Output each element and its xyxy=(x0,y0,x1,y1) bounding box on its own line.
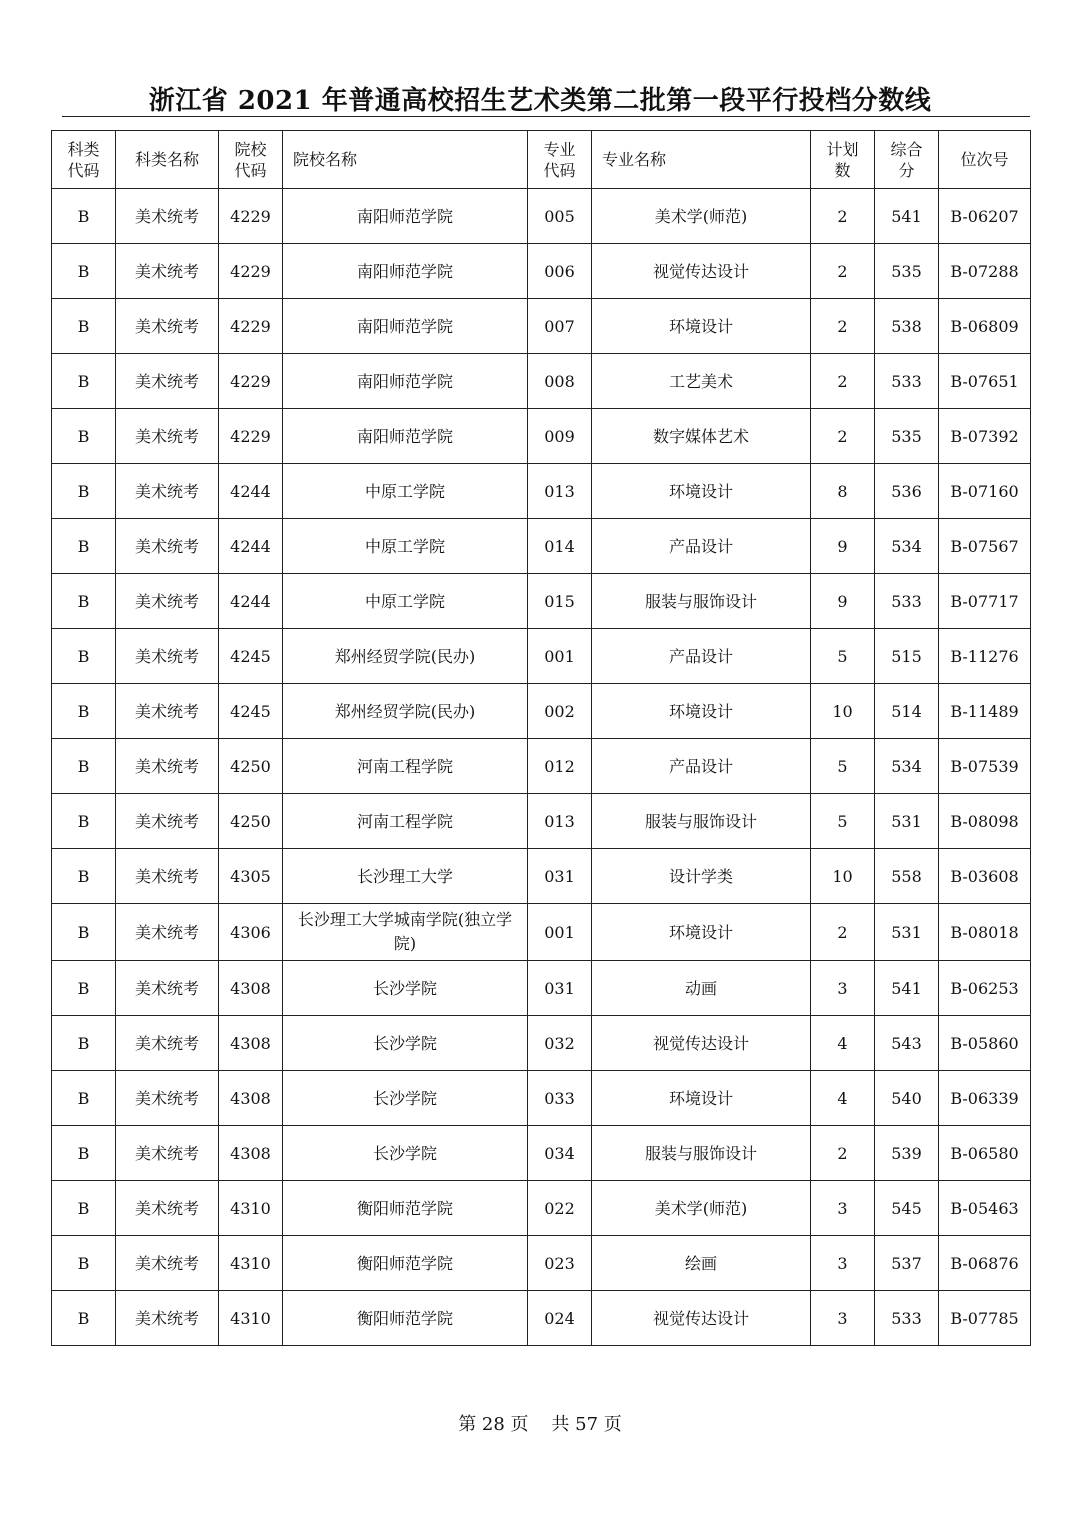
cell-school-name: 河南工程学院 xyxy=(283,739,528,794)
cell-score: 531 xyxy=(875,904,939,961)
cell-major-code: 006 xyxy=(528,244,592,299)
cell-kelei-name: 美术统考 xyxy=(116,354,219,409)
cell-plan: 5 xyxy=(811,794,875,849)
cell-major-code: 012 xyxy=(528,739,592,794)
cell-plan: 3 xyxy=(811,1236,875,1291)
cell-rank: B-06339 xyxy=(939,1071,1031,1126)
cell-plan: 5 xyxy=(811,739,875,794)
cell-major-name: 工艺美术 xyxy=(592,354,811,409)
cell-school-code: 4244 xyxy=(219,574,283,629)
cell-kelei-name: 美术统考 xyxy=(116,961,219,1016)
cell-score: 537 xyxy=(875,1236,939,1291)
cell-school-code: 4229 xyxy=(219,244,283,299)
header-rank: 位次号 xyxy=(939,131,1031,189)
cell-plan: 9 xyxy=(811,574,875,629)
header-major-code: 专业 代码 xyxy=(528,131,592,189)
cell-major-code: 032 xyxy=(528,1016,592,1071)
cell-rank: B-06580 xyxy=(939,1126,1031,1181)
cell-score: 534 xyxy=(875,739,939,794)
cell-school-code: 4229 xyxy=(219,299,283,354)
cell-major-code: 031 xyxy=(528,961,592,1016)
cell-major-code: 014 xyxy=(528,519,592,574)
cell-score: 545 xyxy=(875,1181,939,1236)
cell-rank: B-07567 xyxy=(939,519,1031,574)
cell-kelei-name: 美术统考 xyxy=(116,1291,219,1346)
cell-school-name: 南阳师范学院 xyxy=(283,189,528,244)
cell-kelei-name: 美术统考 xyxy=(116,849,219,904)
cell-score: 538 xyxy=(875,299,939,354)
cell-major-name: 数字媒体艺术 xyxy=(592,409,811,464)
cell-major-code: 031 xyxy=(528,849,592,904)
cell-school-code: 4310 xyxy=(219,1236,283,1291)
table-body xyxy=(52,189,1031,1346)
cell-rank: B-07651 xyxy=(939,354,1031,409)
cell-kelei-code: B xyxy=(52,1236,116,1291)
cell-school-name: 长沙学院 xyxy=(283,961,528,1016)
cell-major-code: 009 xyxy=(528,409,592,464)
cell-school-name: 郑州经贸学院(民办) xyxy=(283,629,528,684)
cell-kelei-code: B xyxy=(52,1181,116,1236)
cell-school-name: 衡阳师范学院 xyxy=(283,1236,528,1291)
cell-plan: 4 xyxy=(811,1071,875,1126)
cell-school-code: 4229 xyxy=(219,354,283,409)
cell-major-code: 022 xyxy=(528,1181,592,1236)
cell-kelei-code: B xyxy=(52,1016,116,1071)
cell-school-code: 4250 xyxy=(219,739,283,794)
table-header-row xyxy=(52,131,1031,189)
cell-major-name: 服装与服饰设计 xyxy=(592,1126,811,1181)
cell-school-code: 4305 xyxy=(219,849,283,904)
table-row xyxy=(52,299,1031,354)
cell-score: 533 xyxy=(875,354,939,409)
cell-major-name: 产品设计 xyxy=(592,629,811,684)
cell-school-code: 4308 xyxy=(219,1016,283,1071)
cell-school-code: 4244 xyxy=(219,464,283,519)
cell-major-name: 服装与服饰设计 xyxy=(592,794,811,849)
cell-major-name: 绘画 xyxy=(592,1236,811,1291)
cell-kelei-code: B xyxy=(52,244,116,299)
cell-kelei-name: 美术统考 xyxy=(116,739,219,794)
cell-kelei-code: B xyxy=(52,629,116,684)
cell-kelei-code: B xyxy=(52,574,116,629)
cell-kelei-code: B xyxy=(52,904,116,961)
cell-plan: 3 xyxy=(811,1181,875,1236)
cell-major-code: 024 xyxy=(528,1291,592,1346)
cell-major-code: 033 xyxy=(528,1071,592,1126)
cell-kelei-code: B xyxy=(52,464,116,519)
cell-plan: 8 xyxy=(811,464,875,519)
cell-plan: 2 xyxy=(811,1126,875,1181)
header-plan: 计划 数 xyxy=(811,131,875,189)
cell-score: 515 xyxy=(875,629,939,684)
table-row xyxy=(52,1071,1031,1126)
table-row xyxy=(52,1126,1031,1181)
header-kelei-name: 科类名称 xyxy=(116,131,219,189)
table-row xyxy=(52,574,1031,629)
cell-kelei-name: 美术统考 xyxy=(116,1071,219,1126)
cell-score: 543 xyxy=(875,1016,939,1071)
cell-major-name: 环境设计 xyxy=(592,299,811,354)
cell-kelei-name: 美术统考 xyxy=(116,794,219,849)
cell-score: 558 xyxy=(875,849,939,904)
cell-school-code: 4245 xyxy=(219,629,283,684)
header-score: 综合 分 xyxy=(875,131,939,189)
cell-kelei-name: 美术统考 xyxy=(116,1236,219,1291)
cell-major-name: 视觉传达设计 xyxy=(592,1291,811,1346)
cell-plan: 2 xyxy=(811,244,875,299)
cell-score: 535 xyxy=(875,244,939,299)
cell-score: 514 xyxy=(875,684,939,739)
cell-score: 533 xyxy=(875,1291,939,1346)
cell-major-code: 034 xyxy=(528,1126,592,1181)
cell-school-name: 衡阳师范学院 xyxy=(283,1181,528,1236)
cell-rank: B-06253 xyxy=(939,961,1031,1016)
cell-school-name: 河南工程学院 xyxy=(283,794,528,849)
cell-major-code: 008 xyxy=(528,354,592,409)
cell-school-name: 衡阳师范学院 xyxy=(283,1291,528,1346)
cell-score: 541 xyxy=(875,189,939,244)
cell-kelei-code: B xyxy=(52,1291,116,1346)
cell-plan: 3 xyxy=(811,961,875,1016)
table-row xyxy=(52,354,1031,409)
table-row xyxy=(52,464,1031,519)
cell-major-name: 环境设计 xyxy=(592,464,811,519)
cell-kelei-name: 美术统考 xyxy=(116,244,219,299)
cell-school-code: 4308 xyxy=(219,1126,283,1181)
cell-rank: B-06207 xyxy=(939,189,1031,244)
cell-major-code: 007 xyxy=(528,299,592,354)
table-row xyxy=(52,794,1031,849)
table-row xyxy=(52,1181,1031,1236)
cell-kelei-name: 美术统考 xyxy=(116,299,219,354)
cell-school-name: 中原工学院 xyxy=(283,464,528,519)
cell-school-name: 南阳师范学院 xyxy=(283,244,528,299)
cell-rank: B-07785 xyxy=(939,1291,1031,1346)
table-row xyxy=(52,409,1031,464)
cell-major-name: 环境设计 xyxy=(592,904,811,961)
cell-score: 533 xyxy=(875,574,939,629)
cell-plan: 10 xyxy=(811,684,875,739)
cell-major-name: 产品设计 xyxy=(592,519,811,574)
cell-major-name: 视觉传达设计 xyxy=(592,244,811,299)
cell-kelei-code: B xyxy=(52,189,116,244)
cell-kelei-code: B xyxy=(52,354,116,409)
cell-plan: 3 xyxy=(811,1291,875,1346)
page-footer: 第 28 页 共 57 页 xyxy=(458,1414,622,1435)
cell-kelei-code: B xyxy=(52,1071,116,1126)
cell-rank: B-05860 xyxy=(939,1016,1031,1071)
table-row xyxy=(52,739,1031,794)
cell-score: 536 xyxy=(875,464,939,519)
cell-score: 541 xyxy=(875,961,939,1016)
table-row xyxy=(52,849,1031,904)
cell-score: 540 xyxy=(875,1071,939,1126)
cell-school-code: 4308 xyxy=(219,1071,283,1126)
cell-school-name: 南阳师范学院 xyxy=(283,409,528,464)
cell-major-name: 环境设计 xyxy=(592,1071,811,1126)
cell-kelei-name: 美术统考 xyxy=(116,1016,219,1071)
cell-rank: B-06876 xyxy=(939,1236,1031,1291)
cell-major-code: 013 xyxy=(528,464,592,519)
cell-school-name: 南阳师范学院 xyxy=(283,354,528,409)
cell-major-name: 设计学类 xyxy=(592,849,811,904)
table-row xyxy=(52,961,1031,1016)
cell-school-name: 中原工学院 xyxy=(283,519,528,574)
cell-major-name: 产品设计 xyxy=(592,739,811,794)
cell-major-code: 002 xyxy=(528,684,592,739)
cell-major-code: 023 xyxy=(528,1236,592,1291)
page-title: 浙江省 2021 年普通高校招生艺术类第二批第一段平行投档分数线 xyxy=(148,86,932,116)
cell-kelei-name: 美术统考 xyxy=(116,189,219,244)
table-row xyxy=(52,244,1031,299)
cell-kelei-code: B xyxy=(52,794,116,849)
cell-kelei-name: 美术统考 xyxy=(116,1126,219,1181)
table-row xyxy=(52,1291,1031,1346)
cell-rank: B-07288 xyxy=(939,244,1031,299)
header-major-name: 专业名称 xyxy=(592,131,811,189)
cell-kelei-code: B xyxy=(52,849,116,904)
cell-school-name: 长沙学院 xyxy=(283,1126,528,1181)
cell-kelei-name: 美术统考 xyxy=(116,574,219,629)
cell-plan: 2 xyxy=(811,354,875,409)
cell-school-code: 4229 xyxy=(219,189,283,244)
cell-school-name: 郑州经贸学院(民办) xyxy=(283,684,528,739)
title-underline xyxy=(62,116,1030,117)
cell-kelei-code: B xyxy=(52,1126,116,1181)
cell-major-name: 美术学(师范) xyxy=(592,189,811,244)
header-kelei-code: 科类 代码 xyxy=(52,131,116,189)
cell-rank: B-03608 xyxy=(939,849,1031,904)
cell-school-code: 4245 xyxy=(219,684,283,739)
admission-score-table xyxy=(51,130,1031,1346)
cell-school-code: 4229 xyxy=(219,409,283,464)
cell-plan: 2 xyxy=(811,299,875,354)
cell-rank: B-08018 xyxy=(939,904,1031,961)
cell-kelei-code: B xyxy=(52,299,116,354)
cell-school-code: 4244 xyxy=(219,519,283,574)
cell-plan: 2 xyxy=(811,409,875,464)
cell-school-code: 4308 xyxy=(219,961,283,1016)
cell-plan: 2 xyxy=(811,189,875,244)
cell-school-name: 长沙学院 xyxy=(283,1071,528,1126)
cell-major-code: 001 xyxy=(528,629,592,684)
table-row xyxy=(52,684,1031,739)
cell-kelei-name: 美术统考 xyxy=(116,1181,219,1236)
cell-rank: B-05463 xyxy=(939,1181,1031,1236)
cell-kelei-name: 美术统考 xyxy=(116,904,219,961)
table-row xyxy=(52,1016,1031,1071)
cell-school-name: 长沙理工大学 xyxy=(283,849,528,904)
cell-kelei-code: B xyxy=(52,684,116,739)
cell-school-name: 中原工学院 xyxy=(283,574,528,629)
cell-major-name: 动画 xyxy=(592,961,811,1016)
table-row xyxy=(52,904,1031,961)
cell-school-name: 南阳师范学院 xyxy=(283,299,528,354)
cell-rank: B-11489 xyxy=(939,684,1031,739)
table-row xyxy=(52,629,1031,684)
cell-school-code: 4250 xyxy=(219,794,283,849)
cell-school-code: 4310 xyxy=(219,1291,283,1346)
header-school-code: 院校 代码 xyxy=(219,131,283,189)
cell-plan: 4 xyxy=(811,1016,875,1071)
cell-rank: B-07160 xyxy=(939,464,1031,519)
cell-score: 535 xyxy=(875,409,939,464)
cell-kelei-name: 美术统考 xyxy=(116,409,219,464)
cell-plan: 9 xyxy=(811,519,875,574)
cell-major-name: 视觉传达设计 xyxy=(592,1016,811,1071)
table-row xyxy=(52,519,1031,574)
cell-kelei-code: B xyxy=(52,519,116,574)
cell-score: 539 xyxy=(875,1126,939,1181)
cell-rank: B-07539 xyxy=(939,739,1031,794)
cell-score: 531 xyxy=(875,794,939,849)
cell-kelei-code: B xyxy=(52,739,116,794)
cell-plan: 2 xyxy=(811,904,875,961)
cell-major-name: 美术学(师范) xyxy=(592,1181,811,1236)
table-row xyxy=(52,1236,1031,1291)
cell-kelei-name: 美术统考 xyxy=(116,464,219,519)
cell-rank: B-06809 xyxy=(939,299,1031,354)
cell-kelei-code: B xyxy=(52,409,116,464)
cell-plan: 10 xyxy=(811,849,875,904)
cell-major-code: 013 xyxy=(528,794,592,849)
cell-major-code: 001 xyxy=(528,904,592,961)
cell-rank: B-07717 xyxy=(939,574,1031,629)
cell-major-code: 015 xyxy=(528,574,592,629)
cell-rank: B-08098 xyxy=(939,794,1031,849)
cell-school-name: 长沙学院 xyxy=(283,1016,528,1071)
cell-school-code: 4306 xyxy=(219,904,283,961)
cell-score: 534 xyxy=(875,519,939,574)
cell-major-name: 服装与服饰设计 xyxy=(592,574,811,629)
cell-rank: B-11276 xyxy=(939,629,1031,684)
cell-major-name: 环境设计 xyxy=(592,684,811,739)
cell-rank: B-07392 xyxy=(939,409,1031,464)
table-row xyxy=(52,189,1031,244)
cell-kelei-name: 美术统考 xyxy=(116,519,219,574)
cell-kelei-code: B xyxy=(52,961,116,1016)
header-school-name: 院校名称 xyxy=(283,131,528,189)
cell-kelei-name: 美术统考 xyxy=(116,629,219,684)
cell-school-name: 长沙理工大学城南学院(独立学院) xyxy=(283,904,528,961)
cell-kelei-name: 美术统考 xyxy=(116,684,219,739)
cell-school-code: 4310 xyxy=(219,1181,283,1236)
cell-plan: 5 xyxy=(811,629,875,684)
cell-major-code: 005 xyxy=(528,189,592,244)
